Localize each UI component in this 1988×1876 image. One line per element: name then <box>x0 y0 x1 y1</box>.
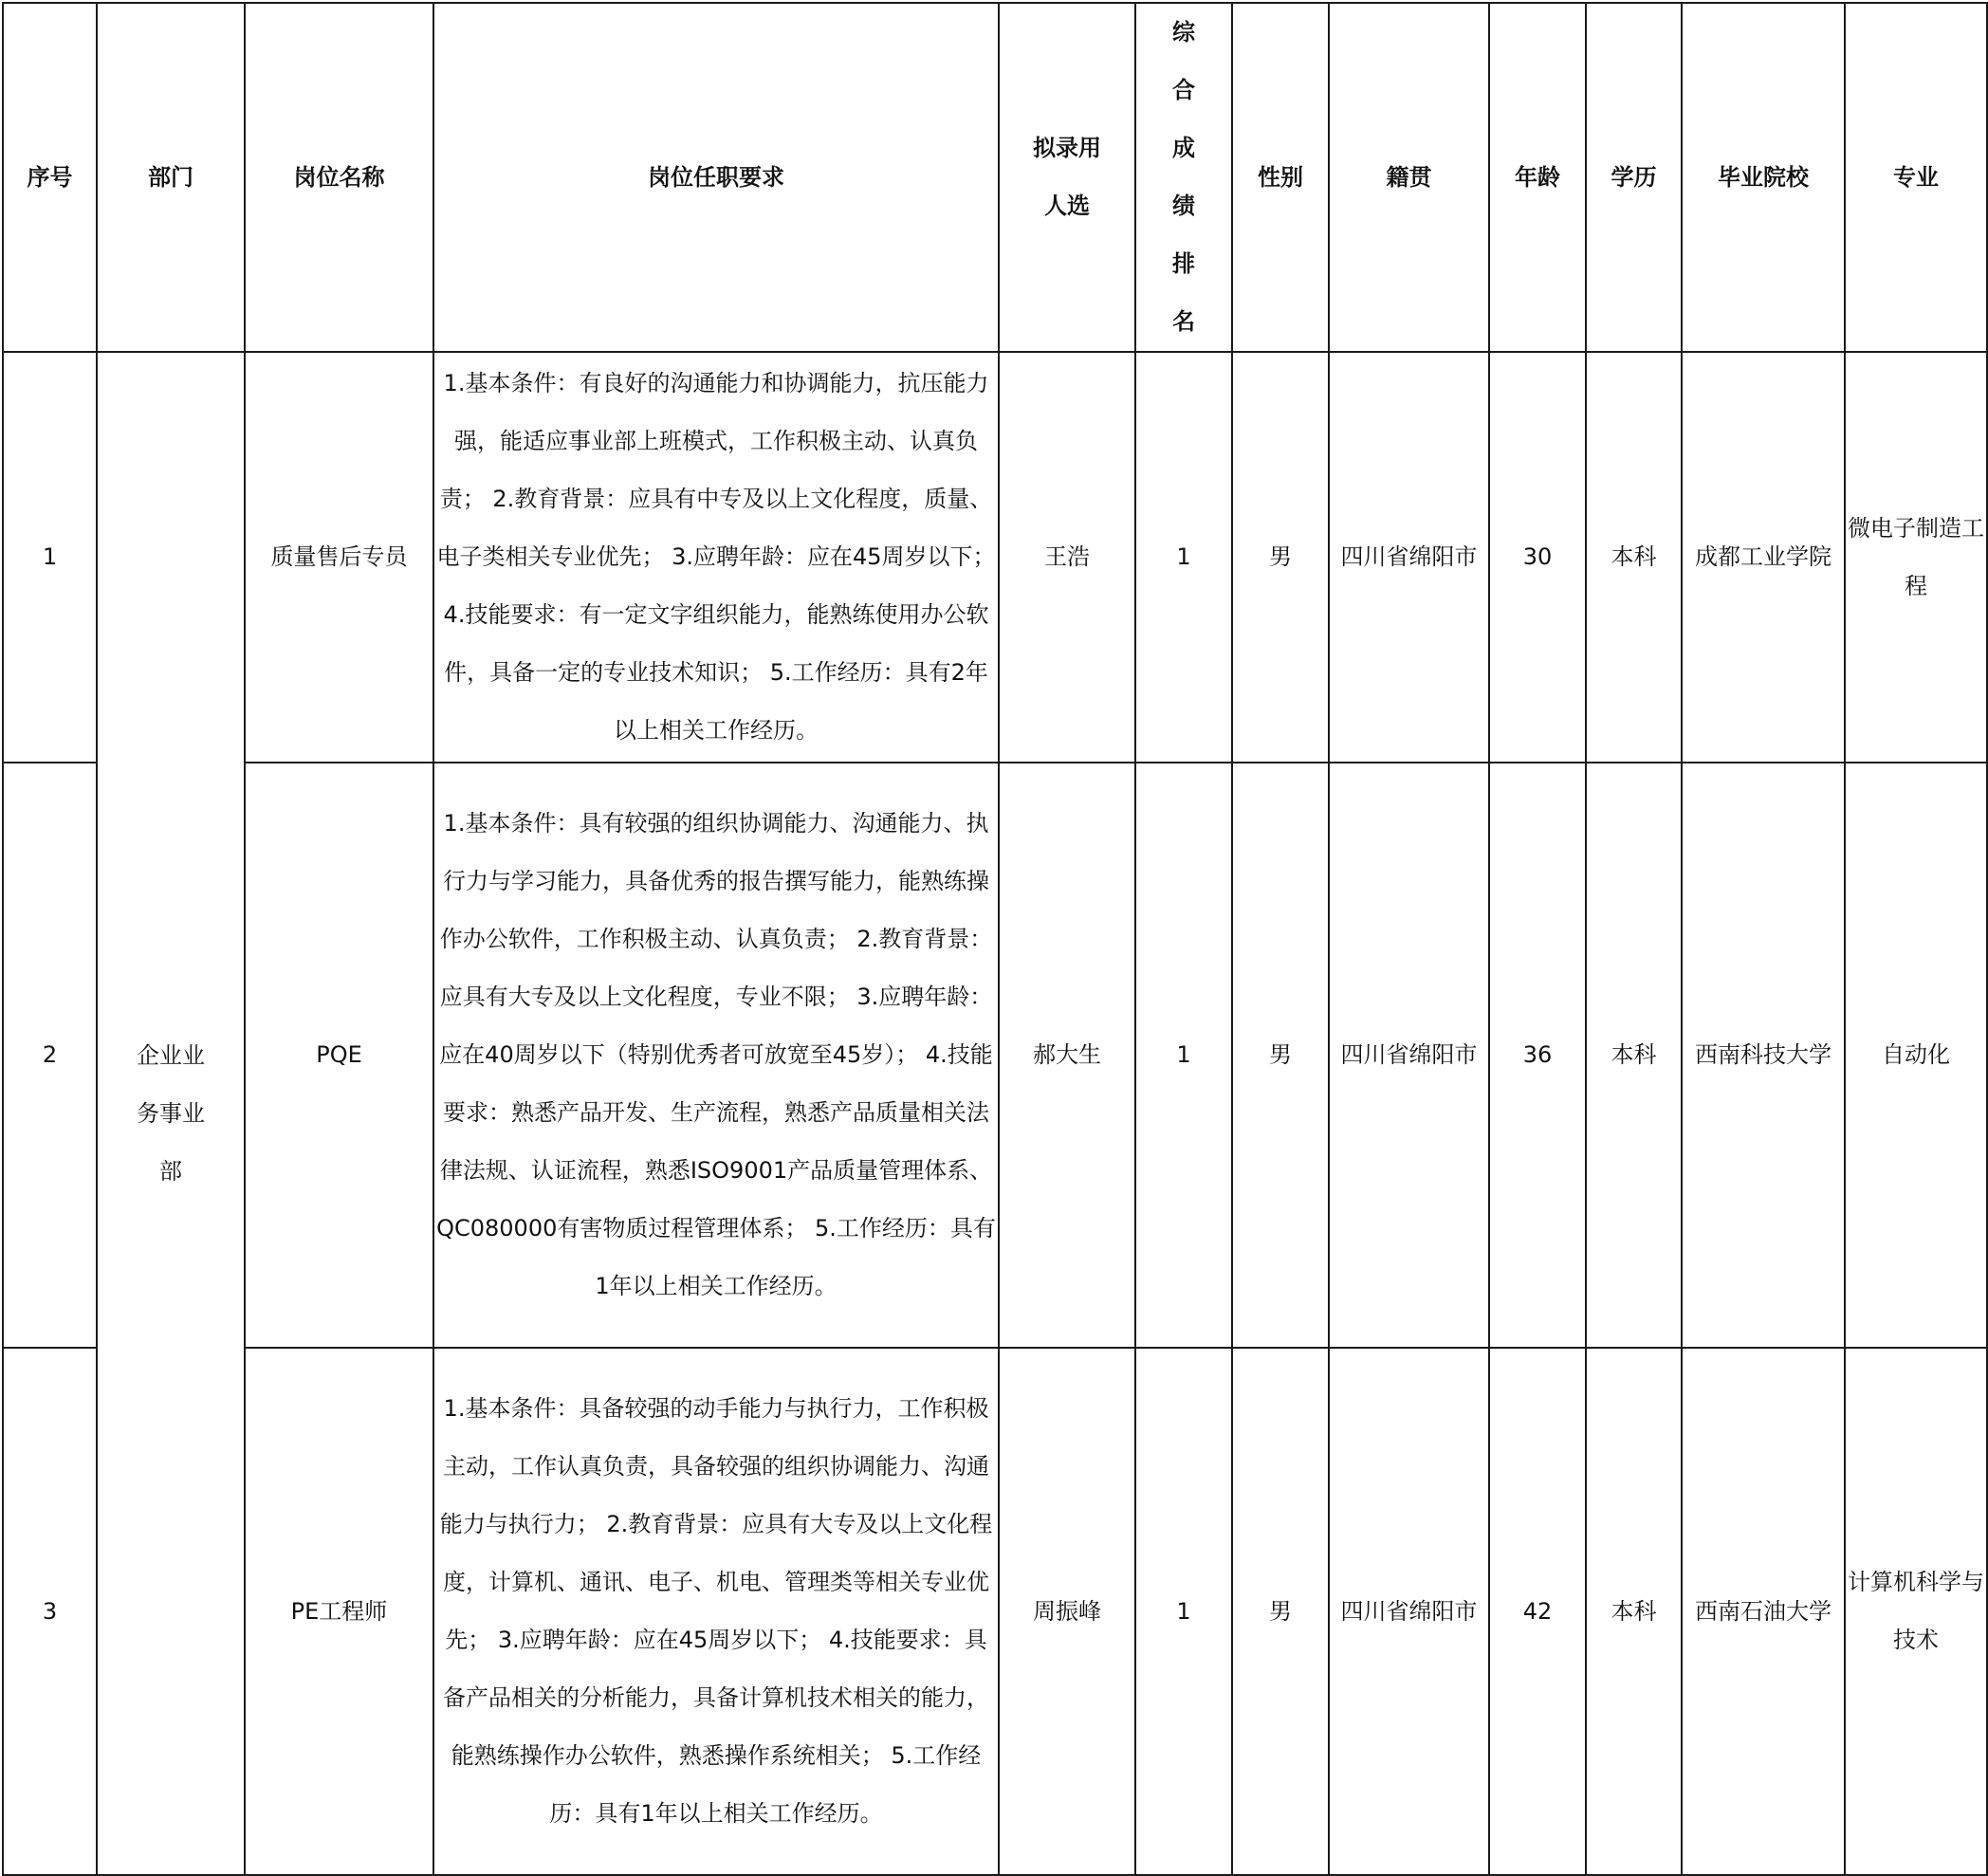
header-origin: 籍贯 <box>1329 3 1489 352</box>
cell-origin: 四川省绵阳市 <box>1329 763 1489 1348</box>
cell-position: 质量售后专员 <box>245 352 433 763</box>
cell-origin: 四川省绵阳市 <box>1329 1348 1489 1875</box>
header-seq: 序号 <box>3 3 97 352</box>
cell-gender: 男 <box>1232 763 1329 1348</box>
header-gender: 性别 <box>1232 3 1329 352</box>
cell-age: 36 <box>1489 763 1586 1348</box>
cell-education: 本科 <box>1586 352 1682 763</box>
cell-school: 成都工业学院 <box>1682 352 1845 763</box>
cell-candidate: 郝大生 <box>999 763 1135 1348</box>
cell-age: 42 <box>1489 1348 1586 1875</box>
table-row <box>3 352 1987 763</box>
header-major: 专业 <box>1845 3 1987 352</box>
cell-rank: 1 <box>1135 1348 1232 1875</box>
header-row <box>3 3 1987 352</box>
header-education: 学历 <box>1586 3 1682 352</box>
cell-department: 企业业务事业部 <box>97 352 245 1875</box>
cell-origin: 四川省绵阳市 <box>1329 352 1489 763</box>
header-position: 岗位名称 <box>245 3 433 352</box>
cell-seq: 2 <box>3 763 97 1348</box>
table-row <box>3 763 1987 1348</box>
header-candidate: 拟录用人选 <box>999 3 1135 352</box>
cell-requirements: 1.基本条件：具备较强的动手能力与执行力，工作积极主动，工作认真负责，具备较强的组织协调能力、沟通能力与执行力； 2.教育背景：应具有大专及以上文化程度，计算机、通讯、电子、机电、管理类等相关专业优先； 3.应聘年龄：应在45周岁以下； 4.技能要求：具备产品相关的分析能力，具备计算机技术相关的能力，能熟练操作办公软件，熟悉操作系统相关； 5.工作经历：具有1年以上相关工作经历。 <box>433 1348 999 1875</box>
cell-gender: 男 <box>1232 1348 1329 1875</box>
cell-seq: 1 <box>3 352 97 763</box>
cell-position: PE工程师 <box>245 1348 433 1875</box>
cell-school: 西南石油大学 <box>1682 1348 1845 1875</box>
header-school: 毕业院校 <box>1682 3 1845 352</box>
cell-age: 30 <box>1489 352 1586 763</box>
cell-major: 微电子制造工程 <box>1845 352 1987 763</box>
header-age: 年龄 <box>1489 3 1586 352</box>
cell-major: 自动化 <box>1845 763 1987 1348</box>
cell-school: 西南科技大学 <box>1682 763 1845 1348</box>
header-requirements: 岗位任职要求 <box>433 3 999 352</box>
cell-seq: 3 <box>3 1348 97 1875</box>
cell-requirements: 1.基本条件：有良好的沟通能力和协调能力，抗压能力强，能适应事业部上班模式，工作积极主动、认真负责； 2.教育背景：应具有中专及以上文化程度，质量、电子类相关专业优先； 3.应聘年龄：应在45周岁以下； 4.技能要求：有一定文字组织能力，能熟练使用办公软件，具备一定的专业技术知识； 5.工作经历：具有2年以上相关工作经历。 <box>433 352 999 763</box>
cell-education: 本科 <box>1586 1348 1682 1875</box>
cell-rank: 1 <box>1135 352 1232 763</box>
cell-rank: 1 <box>1135 763 1232 1348</box>
recruitment-table <box>2 2 1988 1876</box>
cell-major: 计算机科学与技术 <box>1845 1348 1987 1875</box>
header-rank: 综合成绩排名 <box>1135 3 1232 352</box>
cell-position: PQE <box>245 763 433 1348</box>
cell-requirements: 1.基本条件：具有较强的组织协调能力、沟通能力、执行力与学习能力，具备优秀的报告撰写能力，能熟练操作办公软件，工作积极主动、认真负责； 2.教育背景：应具有大专及以上文化程度，专业不限； 3.应聘年龄：应在40周岁以下（特别优秀者可放宽至45岁）； 4.技能要求：熟悉产品开发、生产流程，熟悉产品质量相关法律法规、认证流程，熟悉ISO9001产品质量管理体系、QC080000有害物质过程管理体系； 5.工作经历：具有1年以上相关工作经历。 <box>433 763 999 1348</box>
cell-candidate: 王浩 <box>999 352 1135 763</box>
cell-candidate: 周振峰 <box>999 1348 1135 1875</box>
cell-gender: 男 <box>1232 352 1329 763</box>
header-dept: 部门 <box>97 3 245 352</box>
cell-education: 本科 <box>1586 763 1682 1348</box>
table-row <box>3 1348 1987 1875</box>
